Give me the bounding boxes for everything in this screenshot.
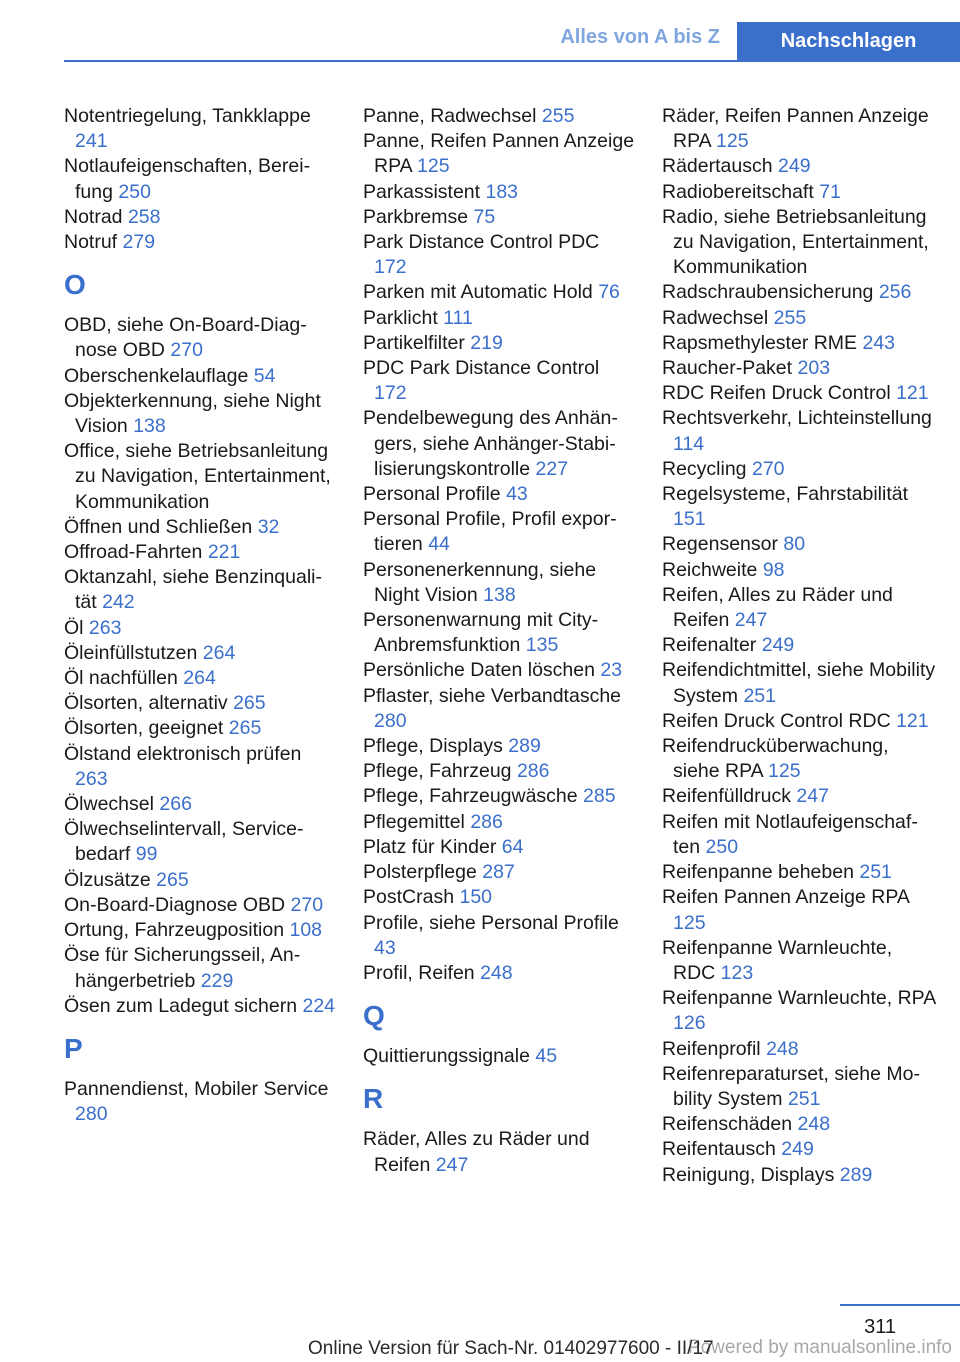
index-entry-term: Notentriegelung, Tankklappe: [64, 105, 311, 127]
index-entry-term: Personal Profile: [363, 483, 501, 506]
page-reference-link[interactable]: 250: [705, 835, 739, 858]
index-entry: [662, 709, 937, 734]
page-reference-link[interactable]: 23: [600, 659, 623, 682]
page-reference-link[interactable]: 138: [133, 415, 166, 438]
page-reference-link[interactable]: 289: [508, 735, 541, 758]
index-entry: [662, 154, 937, 179]
index-entry-term: Ölsorten, geeignet: [64, 717, 224, 740]
index-entry: [662, 532, 937, 557]
index-entry: [662, 1037, 937, 1062]
index-entry: [64, 313, 336, 363]
page-reference-link[interactable]: 247: [435, 1153, 469, 1176]
index-entry-term: Reifenpanne Warnleuchte, RDC: [662, 936, 893, 984]
page-reference-link[interactable]: 285: [583, 785, 616, 808]
index-entry: [64, 817, 336, 867]
page-reference-link[interactable]: 270: [751, 457, 785, 480]
index-entry: [662, 1137, 937, 1162]
index-entry: [662, 180, 937, 205]
index-entry-term: Reifenpanne beheben: [662, 861, 854, 884]
page-reference-link[interactable]: 203: [797, 357, 831, 380]
page-reference-link[interactable]: 125: [768, 760, 801, 783]
index-entry: [64, 994, 336, 1019]
index-entry-term: Öl: [64, 616, 84, 639]
index-entry: [662, 1112, 937, 1137]
index-entry: [64, 364, 336, 389]
index-entry: [662, 280, 937, 305]
page-reference-link[interactable]: 286: [516, 760, 550, 783]
index-entry: [662, 356, 937, 381]
index-entry-term: Reifenalter: [662, 634, 757, 657]
index-entry: [64, 716, 336, 741]
index-entry-term: Radio, siehe Betriebsanleitung zu Navigation, Entertainment, Kommunikation: [662, 205, 929, 279]
index-entry: [363, 1127, 635, 1177]
page-reference-link[interactable]: 251: [743, 684, 776, 707]
page-reference-link[interactable]: 99: [135, 843, 158, 866]
index-letter-heading: P: [64, 1032, 83, 1064]
page-reference-link[interactable]: 249: [781, 1138, 814, 1161]
index-entry: [363, 482, 635, 507]
index-entry: [363, 331, 635, 356]
index-letter-heading: Q: [363, 1000, 385, 1032]
index-entry: [64, 565, 336, 615]
index-entry: [363, 558, 635, 608]
section-title: Alles von A bis Z: [560, 26, 720, 48]
page-reference-link[interactable]: 135: [525, 634, 559, 657]
index-entry-term: Reifenreparaturset, siehe Mobility System: [662, 1062, 920, 1110]
index-entry: [662, 205, 937, 281]
page-reference-link[interactable]: 114: [673, 432, 705, 455]
index-entry: [64, 154, 336, 204]
page-reference-link[interactable]: 263: [75, 767, 108, 790]
index-entry: [363, 784, 635, 809]
index-entry: [363, 406, 635, 482]
index-entry: [64, 439, 336, 515]
index-entry: [662, 986, 937, 1036]
header-rule: [64, 60, 960, 62]
index-entry-term: Oberschenkelauflage: [64, 364, 249, 387]
index-entry-term: Reifenpanne Warnleuchte, RPA: [662, 987, 936, 1010]
page-reference-link[interactable]: 121: [896, 709, 929, 732]
page-reference-link[interactable]: 138: [483, 583, 516, 606]
page-reference-link[interactable]: 45: [535, 1045, 558, 1068]
index-entry-term: Personal Profile, Profil exportieren: [363, 508, 617, 556]
page-reference-link[interactable]: 71: [819, 180, 841, 203]
index-entry-term: Pendelbewegung des Anhängers, siehe Anhänger-Stabilisierungskontrolle: [363, 407, 618, 480]
index-entry-term: On-Board-Diagnose OBD: [64, 893, 286, 916]
index-entry-term: Panne, Radwechsel: [363, 105, 537, 127]
page-reference-link[interactable]: 221: [207, 541, 241, 564]
page-reference-link[interactable]: 125: [673, 911, 706, 934]
index-entry: [662, 1062, 937, 1112]
index-entry-term: Pflaster, siehe Verbandtasche: [363, 684, 622, 707]
page-number: 311: [864, 1316, 896, 1338]
page-reference-link[interactable]: 258: [127, 205, 161, 228]
page-reference-link[interactable]: 43: [374, 936, 396, 959]
page-reference-link[interactable]: 243: [862, 331, 896, 354]
index-entry-term: Quittierungssignale: [363, 1045, 530, 1068]
index-entry-term: Office, siehe Betriebsanleitung zu Navigation, Entertainment, Kommunikation: [64, 440, 331, 513]
index-entry-term: Parkbremse: [363, 205, 469, 228]
index-entry: [662, 936, 937, 986]
index-entry-term: Ölstand elektronisch prüfen: [64, 742, 302, 765]
index-entry: [363, 356, 635, 406]
index-entry: [363, 734, 635, 759]
online-version-note: Online Version für Sach-Nr. 01402977600 - II/17: [308, 1338, 714, 1359]
index-entry-term: Ölwechselintervall, Servicebedarf: [64, 818, 304, 866]
page-reference-link[interactable]: 224: [302, 994, 336, 1017]
page-reference-link[interactable]: 251: [859, 861, 892, 884]
page-reference-link[interactable]: 255: [773, 306, 807, 329]
index-column-2: [363, 104, 635, 1178]
index-entry: [64, 943, 336, 993]
index-entry-term: RDC Reifen Druck Control: [662, 382, 891, 405]
index-entry-term: Reifenfülldruck: [662, 785, 791, 808]
index-entry-term: Ösen zum Ladegut sichern: [64, 994, 298, 1017]
page-reference-link[interactable]: 123: [720, 961, 754, 984]
page-reference-link[interactable]: 54: [253, 364, 276, 387]
index-entry-term: Reichweite: [662, 558, 758, 581]
page-reference-link[interactable]: 219: [470, 331, 503, 354]
page-reference-link[interactable]: 183: [485, 180, 519, 203]
index-entry-term: Pflegemittel: [363, 810, 465, 833]
index-entry-term: Reifen, Alles zu Räder und Reifen: [662, 583, 893, 632]
index-entry-term: Panne, Reifen Pannen Anzeige RPA: [363, 130, 635, 178]
index-entry: [64, 666, 336, 691]
index-entry: [64, 868, 336, 893]
index-entry: [64, 230, 336, 255]
page-reference-link[interactable]: 249: [778, 155, 811, 178]
index-entry-term: Reifen Druck Control RDC: [662, 709, 891, 732]
index-entry: [662, 558, 937, 583]
index-entry: [662, 810, 937, 860]
page-reference-link[interactable]: 111: [443, 306, 473, 329]
page-reference-link[interactable]: 32: [257, 515, 280, 538]
page-reference-link[interactable]: 265: [233, 692, 266, 715]
index-entry: [64, 389, 336, 439]
index-entry-term: Objekterkennung, siehe Night Vision: [64, 389, 321, 438]
index-entry-term: Parken mit Automatic Hold: [363, 281, 593, 304]
index-entry-term: Ölsorten, alternativ: [64, 692, 228, 715]
index-entry-term: Rapsmethylester RME: [662, 331, 858, 354]
page-reference-link[interactable]: 125: [716, 130, 749, 153]
index-entry: [363, 658, 635, 683]
index-entry: [662, 482, 937, 532]
index-entry-term: Pannendienst, Mobiler Service: [64, 1077, 329, 1100]
index-entry-term: PDC Park Distance Control: [363, 357, 600, 380]
index-entry: [662, 784, 937, 809]
index-entry: [363, 810, 635, 835]
page-reference-link[interactable]: 264: [183, 667, 216, 690]
page-reference-link[interactable]: 172: [374, 256, 407, 279]
page-header: [0, 0, 960, 62]
page-reference-link[interactable]: 229: [200, 969, 234, 992]
index-entry-term: Reifen mit Notlaufeigenschaften: [662, 810, 918, 858]
index-entry-term: Pflege, Displays: [363, 735, 503, 758]
index-entry: [363, 759, 635, 784]
index-entry: [363, 911, 635, 961]
index-entry: [363, 280, 635, 305]
page-reference-link[interactable]: 265: [228, 717, 262, 740]
chapter-tab[interactable]: Nachschlagen: [737, 22, 960, 60]
index-entry-term: Ölzusätze: [64, 868, 151, 891]
page-reference-link[interactable]: 248: [480, 961, 513, 984]
index-entry-term: Parklicht: [363, 306, 438, 329]
index-entry: [64, 616, 336, 641]
index-entry: [662, 633, 937, 658]
index-entry: [64, 540, 336, 565]
index-entry: [363, 835, 635, 860]
index-entry: [64, 104, 336, 154]
index-entry-term: Ortung, Fahrzeugposition: [64, 919, 285, 942]
index-entry: [64, 691, 336, 716]
index-entry: [363, 860, 635, 885]
page-reference-link[interactable]: 264: [202, 641, 236, 664]
index-entry: [64, 1077, 336, 1127]
index-column-1: [64, 104, 336, 1127]
index-entry-term: Pflege, Fahrzeug: [363, 760, 512, 783]
page-reference-link[interactable]: 75: [473, 205, 496, 228]
index-entry-term: Öl nachfüllen: [64, 667, 178, 690]
index-entry-term: Platz für Kinder: [363, 835, 497, 858]
index-entry-term: Räder, Alles zu Räder und Reifen: [363, 1128, 590, 1176]
index-entry-term: Regensensor: [662, 533, 778, 556]
index-letter-heading: R: [363, 1083, 384, 1115]
index-entry-term: Reifentausch: [662, 1138, 776, 1161]
index-entry-term: Partikelfilter: [363, 331, 465, 354]
index-entry: [64, 205, 336, 230]
index-entry: [64, 641, 336, 666]
index-entry-term: Notrad: [64, 205, 123, 228]
index-entry: [363, 230, 635, 280]
index-entry: [64, 515, 336, 540]
index-entry: [363, 1044, 635, 1069]
page-reference-link[interactable]: 250: [118, 180, 151, 203]
index-entry-term: Reinigung, Displays: [662, 1163, 835, 1186]
index-entry-term: Parkassistent: [363, 180, 481, 203]
index-entry-term: Notlaufeigenschaften, Bereifung: [64, 155, 311, 203]
index-entry: [64, 893, 336, 918]
site-watermark: Powered by manualsonline.info: [687, 1337, 952, 1358]
index-entry-term: Park Distance Control PDC: [363, 231, 600, 254]
page-reference-link[interactable]: 121: [896, 382, 929, 405]
index-entry-term: Profile, siehe Personal Profile: [363, 911, 619, 934]
page-reference-link[interactable]: 125: [417, 155, 450, 178]
page-reference-link[interactable]: 287: [482, 861, 515, 884]
page-reference-link[interactable]: 265: [156, 868, 189, 891]
page-reference-link[interactable]: 108: [289, 919, 323, 942]
index-entry-term: Öleinfüllstutzen: [64, 641, 198, 664]
index-entry-term: Polsterpflege: [363, 861, 477, 884]
page-reference-link[interactable]: 255: [541, 105, 575, 127]
index-entry-term: Radschraubensicherung: [662, 281, 874, 304]
index-entry: [662, 734, 937, 784]
page-reference-link[interactable]: 289: [839, 1163, 873, 1186]
page-reference-link[interactable]: 242: [102, 591, 135, 614]
index-entry: [662, 381, 937, 406]
page-reference-link[interactable]: 80: [783, 533, 806, 556]
index-entry: [662, 658, 937, 708]
index-entry: [363, 104, 635, 129]
index-entry: [662, 331, 937, 356]
footer-rule: [840, 1304, 960, 1306]
page-reference-link[interactable]: 43: [506, 483, 528, 506]
index-entry: [363, 507, 635, 557]
index-entry-term: Notruf: [64, 231, 118, 254]
index-entry: [64, 742, 336, 792]
index-entry-term: Recycling: [662, 457, 747, 480]
index-entry: [662, 104, 937, 154]
index-entry: [64, 918, 336, 943]
index-entry-term: Rechtsverkehr, Lichteinstellung: [662, 407, 932, 430]
page-reference-link[interactable]: 266: [159, 793, 192, 816]
index-entry-term: OBD, siehe On-Board-Diagnose OBD: [64, 314, 307, 362]
index-entry-term: Oktanzahl, siehe Benzinqualität: [64, 566, 322, 614]
index-entry: [662, 457, 937, 482]
page-reference-link[interactable]: 248: [797, 1113, 831, 1136]
index-entry-term: PostCrash: [363, 886, 455, 909]
index-entry-term: Raucher-Paket: [662, 357, 793, 380]
index-entry-term: Pflege, Fahrzeugwäsche: [363, 785, 578, 808]
page-reference-link[interactable]: 249: [761, 634, 795, 657]
index-entry-term: Reifenschäden: [662, 1113, 793, 1136]
index-entry-term: Persönliche Daten löschen: [363, 659, 595, 682]
index-entry-term: Reifenprofil: [662, 1037, 761, 1060]
page-reference-link[interactable]: 270: [290, 893, 324, 916]
index-entry: [363, 608, 635, 658]
page-reference-link[interactable]: 247: [734, 609, 768, 632]
page-reference-link[interactable]: 280: [75, 1103, 108, 1126]
page-reference-link[interactable]: 150: [459, 886, 493, 909]
index-entry: [363, 885, 635, 910]
index-entry-term: Rädertausch: [662, 155, 773, 178]
index-entry: [662, 306, 937, 331]
index-entry-term: Personenwarnung mit City-Anbremsfunktion: [363, 609, 599, 657]
index-entry-term: Reifendrucküberwachung, siehe RPA: [662, 735, 889, 783]
index-entry-term: Radiobereitschaft: [662, 180, 814, 203]
page-reference-link[interactable]: 172: [374, 382, 407, 405]
index-entry: [363, 684, 635, 734]
page-reference-link[interactable]: 263: [88, 616, 122, 639]
index-entry: [363, 961, 635, 986]
index-entry-term: Öffnen und Schließen: [64, 515, 253, 538]
index-entry: [662, 885, 937, 935]
page-reference-link[interactable]: 248: [766, 1037, 799, 1060]
index-entry: [64, 792, 336, 817]
page-reference-link[interactable]: 126: [673, 1012, 706, 1035]
index-entry: [662, 860, 937, 885]
page-reference-link[interactable]: 76: [598, 281, 620, 304]
index-entry-term: Regelsysteme, Fahrstabilität: [662, 483, 909, 506]
index-entry-term: Profil, Reifen: [363, 961, 475, 984]
page-reference-link[interactable]: 241: [75, 130, 108, 153]
index-entry-term: Reifendichtmittel, siehe Mobility System: [662, 659, 936, 707]
index-entry: [363, 205, 635, 230]
index-entry: [363, 180, 635, 205]
page-reference-link[interactable]: 227: [535, 457, 569, 480]
index-letter-heading: O: [64, 269, 86, 301]
page-reference-link[interactable]: 98: [762, 558, 785, 581]
index-entry: [662, 583, 937, 633]
index-entry-term: Personenerkennung, siehe Night Vision: [363, 558, 597, 606]
index-entry-term: Öse für Sicherungsseil, Anhängerbetrieb: [64, 944, 301, 992]
index-entry-term: Offroad-Fahrten: [64, 541, 203, 564]
page-reference-link[interactable]: 256: [878, 281, 912, 304]
page-reference-link[interactable]: 279: [122, 231, 156, 254]
page-reference-link[interactable]: 280: [374, 709, 407, 732]
page-reference-link[interactable]: 247: [796, 785, 829, 808]
index-entry-term: Radwechsel: [662, 306, 769, 329]
page-reference-link[interactable]: 44: [428, 533, 450, 556]
index-entry: [662, 1163, 937, 1188]
index-entry-term: Ölwechsel: [64, 793, 154, 816]
page-reference-link[interactable]: 151: [673, 508, 706, 531]
page-reference-link[interactable]: 251: [787, 1087, 821, 1110]
index-entry: [363, 129, 635, 179]
page-reference-link[interactable]: 64: [501, 835, 524, 858]
page-reference-link[interactable]: 286: [470, 810, 503, 833]
index-column-3: [662, 104, 937, 1188]
index-entry-term: Räder, Reifen Pannen Anzeige RPA: [662, 105, 929, 153]
index-entry: [363, 306, 635, 331]
page-reference-link[interactable]: 270: [170, 339, 203, 362]
index-entry: [662, 406, 937, 456]
index-entry-term: Reifen Pannen Anzeige RPA: [662, 886, 909, 909]
